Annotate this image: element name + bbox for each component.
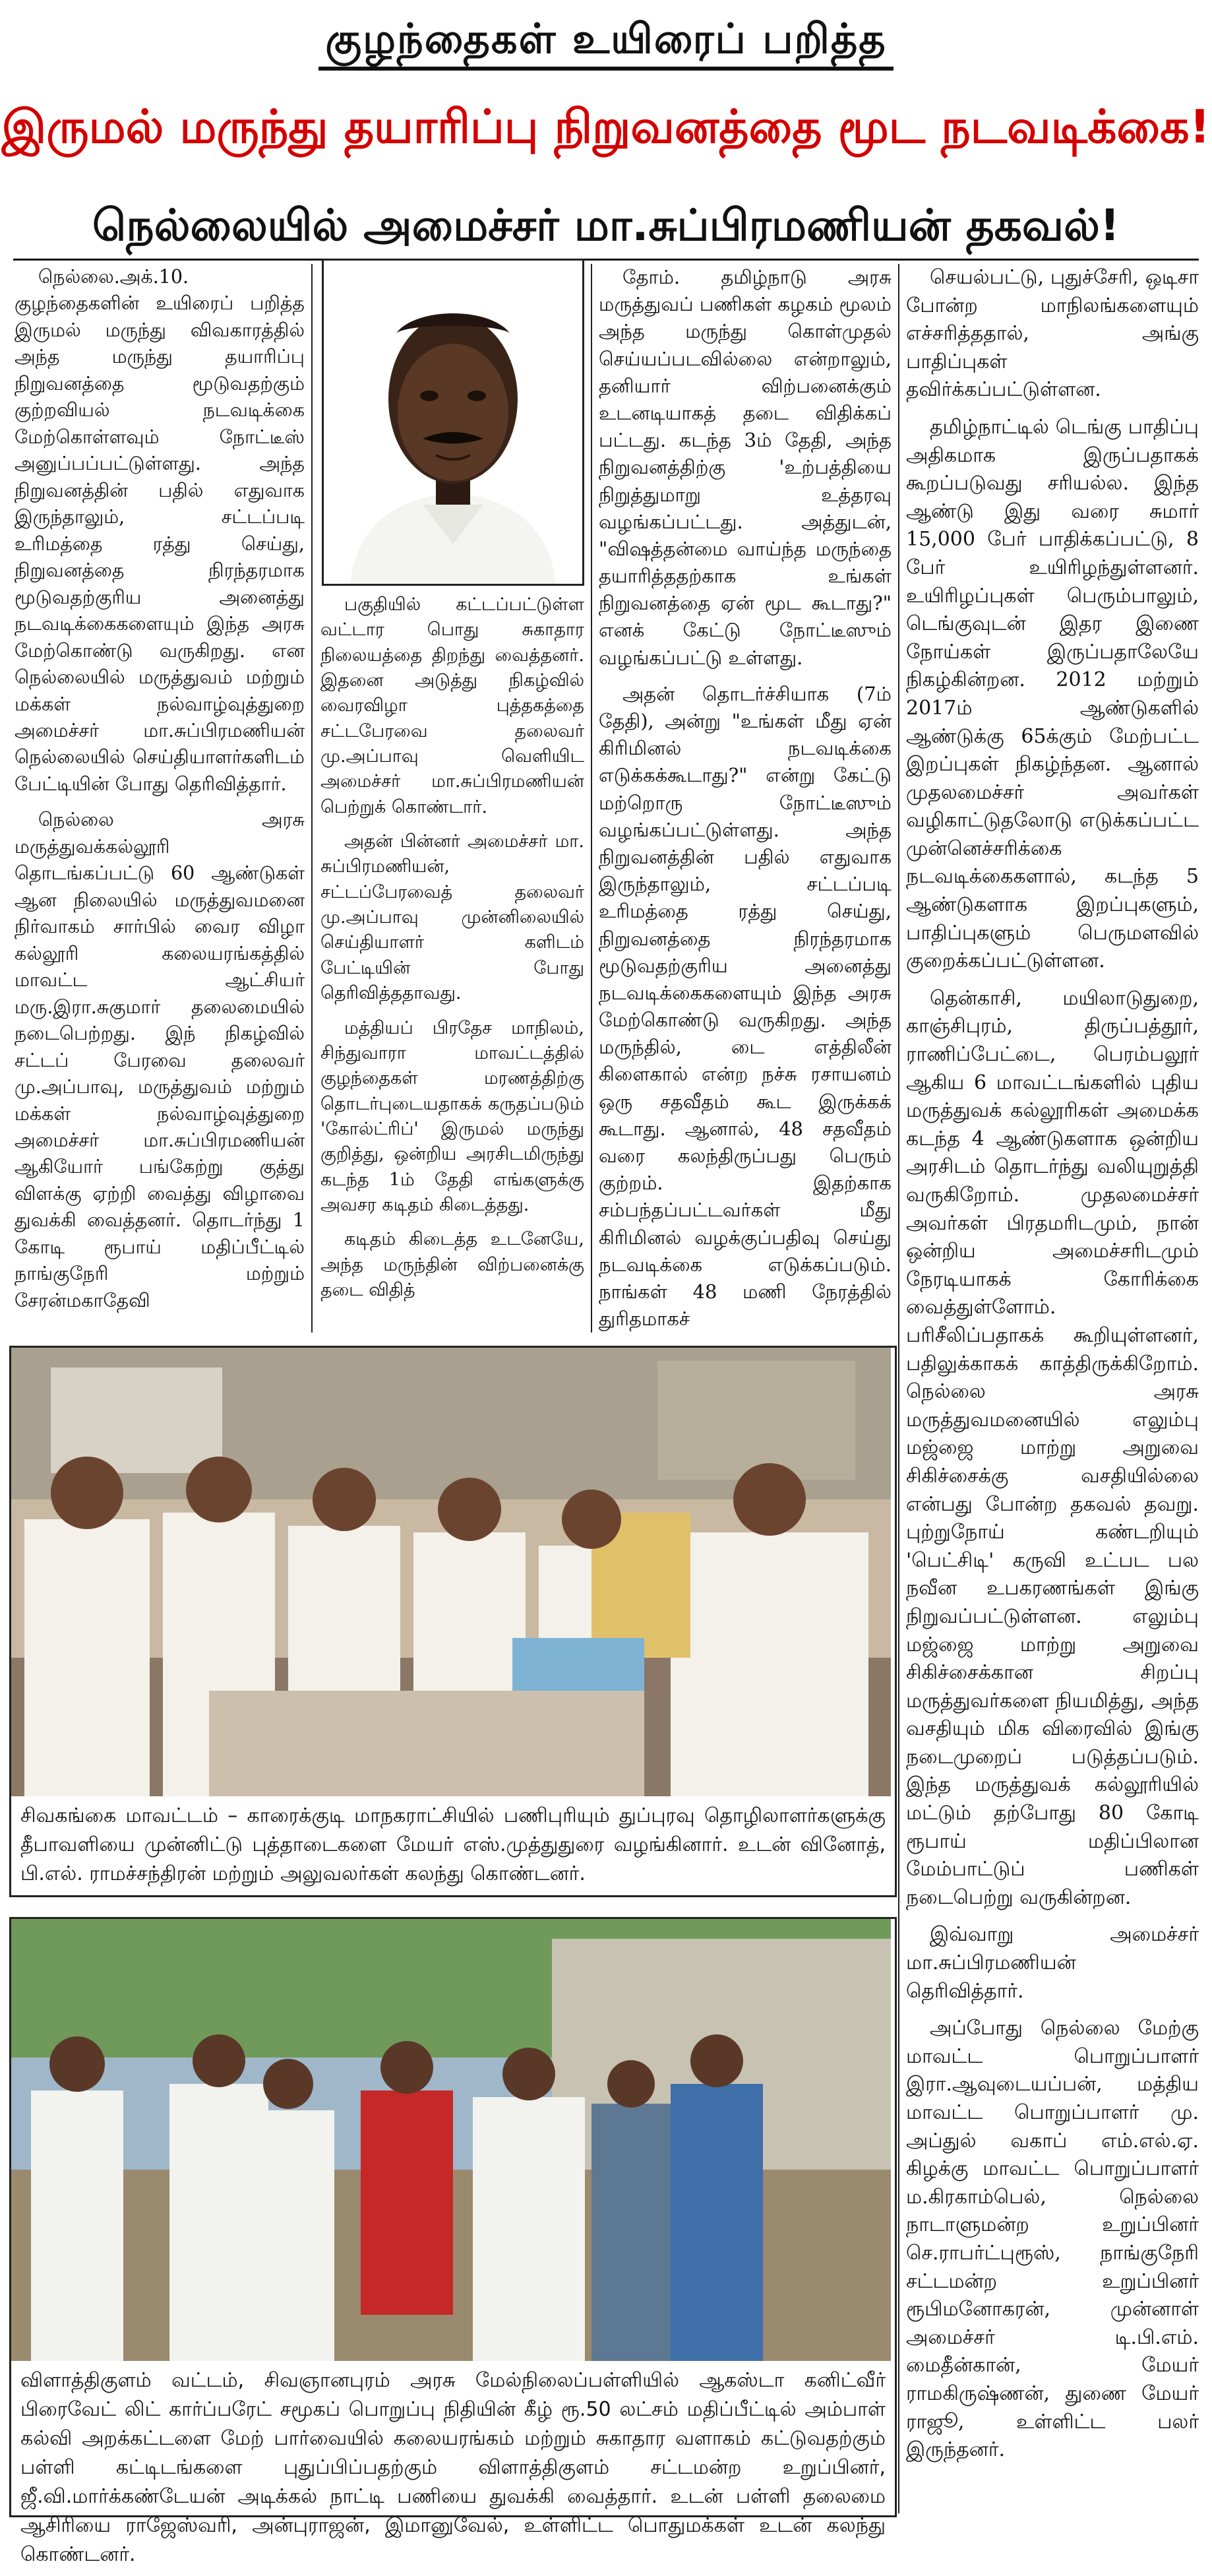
col1-paragraph: நெல்லை அரசு மருத்துவக்கல்லூரி தொடங்கப்பட்டு 60 ஆண்டுகள் ஆன நிலையில் மருத்துவமனை நிர்வாகம் சார்பில் வைர விழா கல்லூரி கலையரங்கத்தில் மாவட்ட ஆட்சியர் மரு.இரா.சுகுமார் தலைமையில் நடைபெற்றது. இந் நிகழ்வில் சட்டப் பேரவை தலைவர் மு.அப்பாவு, மருத்துவம் மற்றும் மக்கள் நல்வாழ்வுத்துறை அமைச்சர் மா.சுப்பிரமணியன் ஆகியோர் பங்கேற்று குத்து விளக்கு ஏற்றி வைத்து விழாவை துவக்கி வைத்தனர். தொடர்ந்து 1 கோடி ரூபாய் மதிப்பீட்டில் நாங்குநேரி மற்றும் சேரன்மகாதேவி (15, 809, 305, 1311)
photo-2-caption: விளாத்திகுளம் வட்டம், சிவஞானபுரம் அரசு மேல்நிலைப்பள்ளியில் ஆகஸ்டா கனிட்வீர் பிரைவேட் லிட் கார்ப்பரேட் சமூகப் பொறுப்பு நிதியின் கீழ் ரூ.50 லட்சம் மதிப்பீட்டில் அம்பாள் கல்வி அறக்கட்டளை மேற் பார்வையில் கலையரங்கம் மற்றும் சுகாதார வளாகம் கட்டுவதற்கும் பள்ளி கட்டிடங்களை புதுப்பிப்பதற்கும் விளாத்திகுளம் சட்டமன்ற உறுப்பினர், ஜீ.வி.மார்க்கண்டேயன் அடிக்கல் நாட்டி பணியை துவக்கி வைத்தார். உடன் பள்ளி தலைமை ஆசிரியை ராஜேஸ்வரி, அன்புராஜன், இமானுவேல், உள்ளிட்ட பொதுமக்கள் உடன் கலந்து கொண்டனர். (20, 2369, 886, 2566)
col2-paragraph: கடிதம் கிடைத்த உடனேயே, அந்த மருந்தின் விற்பனைக்கு தடை விதித் (320, 1229, 584, 1300)
col3-paragraph: தோம். தமிழ்நாடு அரசு மருத்துவப் பணிகள் கழகம் மூலம் அந்த மருந்து கொள்முதல் செய்யப்படவில்லை என்றாலும், தனியார் விற்பனைக்கும் உடனடியாகத் தடை விதிக்கப் பட்டது. கடந்த 3ம் தேதி, அந்த நிறுவனத்திற்கு 'உற்பத்தியை நிறுத்துமாறு உத்தரவு வழங்கப்பட்டது. அத்துடன், "விஷத்தன்மை வாய்ந்த மருந்தை தயாரித்ததற்காக உங்கள் நிறுவனத்தை ஏன் மூட கூடாது?" எனக் கேட்டு நோட்டீஸும் வழங்கப்பட்டு உள்ளது. (599, 266, 892, 669)
col4-paragraph: செயல்பட்டு, புதுச்சேரி, ஒடிசா போன்ற மாநிலங்களையும் எச்சரித்ததால், அங்கு பாதிப்புகள் தவிர்க்கப்பட்டுள்ளன. (906, 266, 1199, 402)
column-divider-1 (311, 264, 313, 1333)
headline-kicker (0, 15, 1212, 69)
article-column-2 (320, 592, 584, 1338)
col4-paragraph: இவ்வாறு அமைச்சர் மா.சுப்பிரமணியன் தெரிவித்தார். (906, 1923, 1199, 2003)
main-headline: இருமல் மருந்து தயாரிப்பு நிறுவனத்தை மூட நடவடிக்கை! (1, 100, 1211, 154)
col2-paragraph: பகுதியில் கட்டப்பட்டுள்ள வட்டார பொது சுகாதார நிலையத்தை திறந்து வைத்தனர். இதனை அடுத்து நிகழ்வில் வைரவிழா புத்தகத்தை சட்டபேரவை தலைவர் மு.அப்பாவு வெளியிட அமைச்சர் மா.சுப்பிரமணியன் பெற்றுக் கொண்டார். (320, 594, 584, 817)
col2-paragraph: மத்தியப் பிரதேச மாநிலம், சிந்துவாரா மாவட்டத்தில் குழந்தைகள் மரணத்திற்கு தொடர்புடையதாகக் கருதப்படும் 'கோல்ட்ரிப்' இருமல் மருந்து குறித்து, ஒன்றிய அரசிடமிருந்து கடந்த 1ம் தேதி எங்களுக்கு அவசர கடிதம் கிடைத்தது. (320, 1017, 584, 1215)
news-photo-2 (9, 1917, 897, 2566)
minister-portrait (322, 259, 584, 586)
col1-paragraph: நெல்லை.அக்.10. குழந்தைகளின் உயிரைப் பறித்த இருமல் மருந்து விவகாரத்தில் அந்த மருந்து தயாரிப்பு நிறுவனத்தை மூடுவதற்கும் குற்றவியல் நடவடிக்கை மேற்கொள்ளவும் நோட்டீஸ் அனுப்பப்பட்டுள்ளது. அந்த நிறுவனத்தின் பதில் எதுவாக இருந்தாலும், சட்டப்படி உரிமத்தை ரத்து செய்து, நிறுவனத்தை நிரந்தரமாக மூடுவதற்குரிய அனைத்து நடவடிக்கைகளையும் இந்த அரசு மேற்கொண்டு வருகிறது. என நெல்லையில் மருத்துவம் மற்றும் மக்கள் நல்வாழ்வுத்துறை அமைச்சர் மா.சுப்பிரமணியன் நெல்லையில் செய்தியாளர்களிடம் பேட்டியின் போது தெரிவித்தார். (15, 266, 305, 795)
article-column-1 (15, 264, 305, 1339)
column-divider-2 (591, 264, 592, 1333)
photo-1-image (11, 1348, 891, 1796)
subheadline: நெல்லையில் அமைச்சர் மா.சுப்பிரமணியன் தகவல்! (92, 200, 1120, 251)
col2-paragraph: அதன் பின்னர் அமைச்சர் மா. சுப்பிரமணியன், சட்டப்பேரவைத் தலைவர் மு.அப்பாவு முன்னிலையில் செய்தியாளர் களிடம் பேட்டியின் போது தெரிவித்ததாவது. (320, 831, 584, 1004)
article-column-3 (599, 264, 892, 1339)
news-photo-1 (9, 1346, 897, 1897)
col3-paragraph: அதன் தொடர்ச்சியாக (7ம் தேதி), அன்று "உங்கள் மீது ஏன் கிரிமினல் நடவடிக்கை எடுக்கக்கூடாது?" என்று கேட்டு மற்றொரு நோட்டீஸும் வழங்கப்பட்டுள்ளது. அந்த நிறுவனத்தின் பதில் எதுவாக இருந்தாலும், சட்டப்படி உரிமத்தை ரத்து செய்து, நிறுவனத்தை நிரந்தரமாக மூடுவதற்குரிய அனைத்து நடவடிக்கைகளையும் இந்த அரசு மேற்கொண்டு வருகிறது. அந்த மருந்தில், டை எத்திலீன் கிளைகால் என்ற நச்சு ரசாயனம் ஒரு சதவீதம் கூட இருக்கக் கூடாது. ஆனால், 48 சதவீதம் வரை கலந்திருப்பது பெரும் குற்றம். இதற்காக சம்பந்தப்பட்டவர்கள் மீது கிரிமினல் வழக்குப்பதிவு செய்து நடவடிக்கை எடுக்கப்படும். நாங்கள் 48 மணி நேரத்தில் துரிதமாகச் (599, 682, 892, 1331)
article-column-4 (906, 264, 1199, 2513)
col4-paragraph: தமிழ்நாட்டில் டெங்கு பாதிப்பு அதிகமாக இருப்பதாகக் கூறப்படுவது சரியல்ல. இந்த ஆண்டு இது வரை சுமார் 15,000 பேர் பாதிக்கப்பட்டு, 8 பேர் உயிரிழந்துள்ளனர். உயிரிழப்புகள் பெரும்பாலும், டெங்குவுடன் இதர இணை நோய்கள் இருப்பதாலேயே நிகழ்கின்றன. 2012 மற்றும் 2017ம் ஆண்டுகளில் ஆண்டுக்கு 65க்கும் மேற்பட்ட இறப்புகள் நிகழ்ந்தன. ஆனால் முதலமைச்சர் அவர்கள் வழிகாட்டுதலோடு எடுக்கப்பட்ட முன்னெச்சரிக்கை நடவடிக்கைகளால், கடந்த 5 ஆண்டுகளாக இறப்புகளும், பாதிப்புகளும் பெருமளவில் குறைக்கப்பட்டுள்ளன. (906, 415, 1199, 973)
photo-2-image (11, 1919, 891, 2361)
column-divider-3 (898, 264, 899, 2513)
col4-paragraph: தென்காசி, மயிலாடுதுறை, காஞ்சிபுரம், திருப்பத்தூர், ராணிப்பேட்டை, பெரம்பலூர் ஆகிய 6 மாவட்டங்களில் புதிய மருத்துவக் கல்லூரிகள் அமைக்க கடந்த 4 ஆண்டுகளாக ஒன்றிய அரசிடம் தொடர்ந்து வலியுறுத்தி வருகிறோம். முதலமைச்சர் அவர்கள் பிரதமரிடமும், நான் ஒன்றிய அமைச்சரிடமும் நேரடியாகக் கோரிக்கை வைத்துள்ளோம். பரிசீலிப்பதாகக் கூறியுள்ளனர், பதிலுக்காகக் காத்திருக்கிறோம். நெல்லை அரசு மருத்துவமனையில் எலும்பு மஜ்ஜை மாற்று அறுவை சிகிச்சைக்கு வசதியில்லை என்பது போன்ற தகவல் தவறு. புற்றுநோய் கண்டறியும் 'பெட்சிடி' கருவி உட்பட பல நவீன உபகரணங்கள் இங்கு நிறுவப்பட்டுள்ளன. எலும்பு மஜ்ஜை மாற்று அறுவை சிகிச்சைக்கான சிறப்பு மருத்துவர்களை நியமித்து, அந்த வசதியும் மிக விரைவில் இங்கு நடைமுறைப் படுத்தப்படும். இந்த மருத்துவக் கல்லூரியில் மட்டும் தற்போது 80 கோடி ரூபாய் மதிப்பிலான மேம்பாட்டுப் பணிகள் நடைபெற்று வருகின்றன. (906, 986, 1199, 1909)
kicker-text: குழந்தைகள் உயிரைப் பறித்த (318, 15, 893, 71)
header-rule (13, 259, 1199, 261)
col4-paragraph: அப்போது நெல்லை மேற்கு மாவட்ட பொறுப்பாளர் இரா.ஆவுடையப்பன், மத்திய மாவட்ட பொறுப்பாளர் மு. அப்துல் வகாப் எம்.எல்.ஏ. கிழக்கு மாவட்ட பொறுப்பாளர் ம.கிரகாம்பெல், நெல்லை நாடாளுமன்ற உறுப்பினர் செ.ராபர்ட்புரூஸ், நாங்குநேரி சட்டமன்ற உறுப்பினர் ரூபிமனோகரன், முன்னாள் அமைச்சர் டி.பி.எம். மைதீன்கான், மேயர் ராமகிருஷ்ணன், துணை மேயர் ராஜூ, உள்ளிட்ட பலர் இருந்தனர். (906, 2017, 1199, 2462)
portrait-illustration (324, 261, 582, 584)
photo-1-caption: சிவகங்கை மாவட்டம் – காரைக்குடி மாநகராட்சியில் பணிபுரியும் துப்புரவு தொழிலாளர்களுக்கு தீபாவளியை முன்னிட்டு புத்தாடைகளை மேயர் எஸ்.முத்துதுரை வழங்கினார். உடன் வினோத், பி.எல். ராமச்சந்திரன் மற்றும் அலுவலர்கள் கலந்து கொண்டனர். (20, 1804, 886, 1885)
